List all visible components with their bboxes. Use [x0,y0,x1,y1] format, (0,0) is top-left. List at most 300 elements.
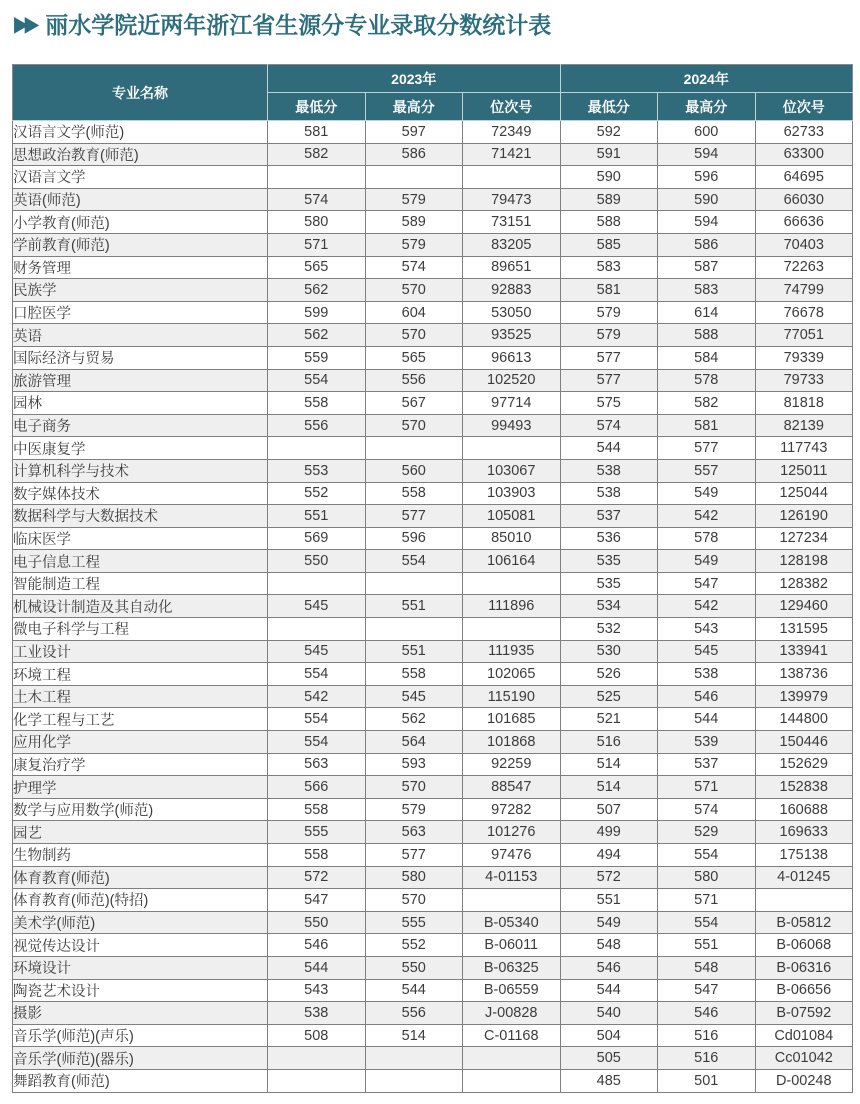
score-cell: 551 [658,934,756,957]
score-cell [268,166,366,189]
score-cell: 571 [268,233,366,256]
score-cell [463,889,561,912]
score-cell: 508 [268,1024,366,1047]
score-cell [365,1069,463,1092]
score-cell [463,437,561,460]
major-name-cell: 口腔医学 [13,301,268,324]
score-cell: 558 [268,844,366,867]
score-cell: 579 [365,188,463,211]
score-cell: 578 [658,527,756,550]
score-cell [463,618,561,641]
table-row [13,572,853,595]
score-cell: 521 [560,708,658,731]
score-cell [268,1047,366,1070]
score-cell: 72263 [755,256,853,279]
major-name-cell: 电子商务 [13,414,268,437]
score-cell: 553 [268,459,366,482]
score-cell: 588 [658,324,756,347]
score-cell: 589 [365,211,463,234]
score-cell: 97282 [463,798,561,821]
score-cell: 571 [658,889,756,912]
score-cell: 516 [658,1047,756,1070]
table-row [13,505,853,528]
score-cell: 485 [560,1069,658,1092]
score-cell: Cc01042 [755,1047,853,1070]
score-cell: 169633 [755,821,853,844]
score-cell: B-07592 [755,1002,853,1025]
table-row [13,685,853,708]
score-cell: 551 [365,640,463,663]
score-cell: 514 [560,776,658,799]
score-cell: 152838 [755,776,853,799]
score-cell: 596 [365,527,463,550]
table-row [13,618,853,641]
score-cell: 81818 [755,392,853,415]
score-cell: 526 [560,663,658,686]
score-cell: 89651 [463,256,561,279]
table-row [13,821,853,844]
score-cell: 525 [560,685,658,708]
score-cell: 160688 [755,798,853,821]
score-cell: 150446 [755,731,853,754]
score-cell: 529 [658,821,756,844]
table-row [13,844,853,867]
score-cell: 549 [658,550,756,573]
score-cell: 534 [560,595,658,618]
score-cell: 579 [560,324,658,347]
score-cell: 558 [365,482,463,505]
major-name-cell: 机械设计制造及其自动化 [13,595,268,618]
score-cell: B-05340 [463,911,561,934]
score-cell: 546 [560,956,658,979]
score-cell: 127234 [755,527,853,550]
score-cell: 133941 [755,640,853,663]
score-cell: 74799 [755,279,853,302]
header-year-2023: 2023年 [268,65,561,93]
score-cell: 575 [560,392,658,415]
score-cell: 600 [658,121,756,144]
score-cell: 592 [560,121,658,144]
score-cell: 554 [365,550,463,573]
score-cell: 560 [365,459,463,482]
header-year-2024: 2024年 [560,65,853,93]
score-cell [365,437,463,460]
score-cell [463,1069,561,1092]
major-name-cell: 体育教育(师范)(特招) [13,889,268,912]
score-cell: 558 [268,392,366,415]
score-cell: 79733 [755,369,853,392]
score-cell: 557 [658,459,756,482]
score-cell: 537 [560,505,658,528]
score-cell: 73151 [463,211,561,234]
table-row [13,301,853,324]
table-body [13,121,853,1093]
score-cell: B-06656 [755,979,853,1002]
score-cell: 551 [560,889,658,912]
subheader-2023-min-score: 最低分 [268,93,366,121]
score-cell: 579 [560,301,658,324]
score-cell: 587 [658,256,756,279]
score-cell: 556 [365,369,463,392]
score-cell: 552 [268,482,366,505]
score-cell: 582 [268,143,366,166]
score-cell: 530 [560,640,658,663]
page-title-text: 丽水学院近两年浙江省生源分专业录取分数统计表 [45,12,552,38]
table-row [13,369,853,392]
major-name-cell: 音乐学(师范)(器乐) [13,1047,268,1070]
score-cell: 4-01153 [463,866,561,889]
score-cell: 546 [268,934,366,957]
table-row [13,550,853,573]
score-cell: 570 [365,324,463,347]
score-cell: 574 [560,414,658,437]
score-cell: 554 [658,844,756,867]
score-cell: 570 [365,279,463,302]
score-cell: 585 [560,233,658,256]
score-cell: 542 [658,595,756,618]
major-name-cell: 小学教育(师范) [13,211,268,234]
score-cell: 504 [560,1024,658,1047]
score-cell: 545 [268,640,366,663]
score-cell: 88547 [463,776,561,799]
score-cell: 548 [658,956,756,979]
score-cell: 563 [365,821,463,844]
score-cell: 126190 [755,505,853,528]
score-cell: 558 [268,798,366,821]
score-cell: 535 [560,550,658,573]
major-name-cell: 环境设计 [13,956,268,979]
subheader-2024-rank: 位次号 [755,93,853,121]
score-cell: 590 [658,188,756,211]
page-title [14,11,860,39]
score-cell: 505 [560,1047,658,1070]
header-major-name: 专业名称 [13,65,268,121]
major-name-cell: 国际经济与贸易 [13,346,268,369]
table-row [13,324,853,347]
table-row [13,1024,853,1047]
score-cell [463,572,561,595]
score-cell: 583 [658,279,756,302]
score-cell: 564 [365,731,463,754]
major-name-cell: 摄影 [13,1002,268,1025]
score-cell: 494 [560,844,658,867]
score-cell: 70403 [755,233,853,256]
score-cell: 547 [658,572,756,595]
score-cell: 102065 [463,663,561,686]
table-row [13,482,853,505]
score-cell [365,166,463,189]
score-cell: 514 [365,1024,463,1047]
score-cell: 538 [268,1002,366,1025]
table-row [13,889,853,912]
major-name-cell: 旅游管理 [13,369,268,392]
major-name-cell: 工业设计 [13,640,268,663]
score-cell: J-00828 [463,1002,561,1025]
score-cell: 577 [560,346,658,369]
score-cell: 555 [268,821,366,844]
score-cell: 76678 [755,301,853,324]
score-cell [268,1069,366,1092]
score-cell: 535 [560,572,658,595]
score-cell: 574 [365,256,463,279]
major-name-cell: 园艺 [13,821,268,844]
major-name-cell: 化学工程与工艺 [13,708,268,731]
score-cell: 537 [658,753,756,776]
score-cell: 584 [658,346,756,369]
score-cell: 544 [560,437,658,460]
table-row [13,166,853,189]
score-cell: 103067 [463,459,561,482]
table-row [13,731,853,754]
table-row [13,956,853,979]
score-cell: 577 [365,505,463,528]
score-cell: 569 [268,527,366,550]
score-cell: 565 [365,346,463,369]
score-cell: 543 [658,618,756,641]
score-cell: 581 [658,414,756,437]
double-arrow-icon: ▶▶ [14,12,36,37]
score-cell: 572 [560,866,658,889]
table-row [13,708,853,731]
score-cell: 566 [268,776,366,799]
score-cell: 542 [658,505,756,528]
table-row [13,459,853,482]
score-cell: 125044 [755,482,853,505]
score-cell: 580 [365,866,463,889]
score-cell: 538 [560,482,658,505]
score-cell: 129460 [755,595,853,618]
score-cell: 549 [658,482,756,505]
score-cell: 579 [365,233,463,256]
major-name-cell: 汉语言文学(师范) [13,121,268,144]
table-row [13,1002,853,1025]
score-cell: 571 [658,776,756,799]
score-cell: 580 [268,211,366,234]
score-cell: 589 [560,188,658,211]
score-cell: 546 [658,685,756,708]
score-cell: 548 [560,934,658,957]
major-name-cell: 美术学(师范) [13,911,268,934]
table-row [13,346,853,369]
major-name-cell: 学前教育(师范) [13,233,268,256]
major-name-cell: 舞蹈教育(师范) [13,1069,268,1092]
score-cell: 594 [658,211,756,234]
score-cell: 62733 [755,121,853,144]
score-cell: 554 [268,663,366,686]
subheader-2023-max-score: 最高分 [365,93,463,121]
score-cell: 101276 [463,821,561,844]
score-cell: 565 [268,256,366,279]
table-row [13,663,853,686]
score-cell: 614 [658,301,756,324]
score-cell: 64695 [755,166,853,189]
score-cell: 570 [365,776,463,799]
major-name-cell: 英语 [13,324,268,347]
major-name-cell: 生物制药 [13,844,268,867]
score-cell: B-06316 [755,956,853,979]
table-row [13,1069,853,1092]
score-cell: 92883 [463,279,561,302]
score-cell: 563 [268,753,366,776]
score-cell: 103903 [463,482,561,505]
score-cell: 131595 [755,618,853,641]
score-cell: 562 [365,708,463,731]
score-cell: C-01168 [463,1024,561,1047]
score-cell: 79339 [755,346,853,369]
score-cell: 590 [560,166,658,189]
score-cell: 544 [560,979,658,1002]
score-cell: 499 [560,821,658,844]
score-cell: 540 [560,1002,658,1025]
score-cell: 543 [268,979,366,1002]
table-row [13,392,853,415]
score-cell: 580 [658,866,756,889]
major-name-cell: 康复治疗学 [13,753,268,776]
score-cell [268,618,366,641]
score-cell: 547 [268,889,366,912]
score-cell: 144800 [755,708,853,731]
score-cell: 111935 [463,640,561,663]
score-cell: 516 [658,1024,756,1047]
table-row [13,279,853,302]
score-cell: 581 [268,121,366,144]
major-name-cell: 护理学 [13,776,268,799]
score-cell: 554 [658,911,756,934]
score-cell: 128382 [755,572,853,595]
table-row [13,121,853,144]
score-cell: 586 [365,143,463,166]
score-cell: Cd01084 [755,1024,853,1047]
score-cell: B-06011 [463,934,561,957]
score-cell: 501 [658,1069,756,1092]
major-name-cell: 中医康复学 [13,437,268,460]
score-cell: 552 [365,934,463,957]
score-cell: 567 [365,392,463,415]
major-name-cell: 民族学 [13,279,268,302]
score-cell: 139979 [755,685,853,708]
subheader-2024-max-score: 最高分 [658,93,756,121]
score-cell: 555 [365,911,463,934]
score-cell: 574 [268,188,366,211]
score-cell: 538 [658,663,756,686]
major-name-cell: 数据科学与大数据技术 [13,505,268,528]
score-cell: 559 [268,346,366,369]
table-row [13,866,853,889]
score-cell: 588 [560,211,658,234]
score-cell: 581 [560,279,658,302]
score-cell: 545 [268,595,366,618]
score-cell: 97714 [463,392,561,415]
score-cell [365,572,463,595]
score-cell: 63300 [755,143,853,166]
score-cell: B-06068 [755,934,853,957]
score-cell: 544 [268,956,366,979]
score-cell: 507 [560,798,658,821]
score-cell [463,1047,561,1070]
score-cell: 66030 [755,188,853,211]
table-row [13,211,853,234]
score-cell: 115190 [463,685,561,708]
score-cell: 72349 [463,121,561,144]
score-cell: 536 [560,527,658,550]
score-cell: 532 [560,618,658,641]
score-cell: 128198 [755,550,853,573]
score-cell: 544 [658,708,756,731]
major-name-cell: 视觉传达设计 [13,934,268,957]
score-cell: 93525 [463,324,561,347]
table-row [13,979,853,1002]
table-row [13,437,853,460]
score-cell: 102520 [463,369,561,392]
score-cell: 97476 [463,844,561,867]
score-cell: 79473 [463,188,561,211]
major-name-cell: 计算机科学与技术 [13,459,268,482]
score-cell: 546 [658,1002,756,1025]
table-header [13,65,853,121]
table-row [13,753,853,776]
table-row [13,934,853,957]
major-name-cell: 应用化学 [13,731,268,754]
score-cell: 516 [560,731,658,754]
score-cell: 570 [365,889,463,912]
major-name-cell: 园林 [13,392,268,415]
score-cell: 604 [365,301,463,324]
score-cell [365,618,463,641]
major-name-cell: 微电子科学与工程 [13,618,268,641]
score-cell [755,889,853,912]
major-name-cell: 思想政治教育(师范) [13,143,268,166]
score-cell: 586 [658,233,756,256]
major-name-cell: 电子信息工程 [13,550,268,573]
score-cell: 562 [268,279,366,302]
score-cell: 99493 [463,414,561,437]
score-cell: 577 [560,369,658,392]
score-cell: 577 [658,437,756,460]
score-cell: 545 [658,640,756,663]
score-cell: 106164 [463,550,561,573]
score-cell: 582 [658,392,756,415]
score-cell [268,572,366,595]
table-row [13,527,853,550]
score-cell: B-06325 [463,956,561,979]
score-cell: 583 [560,256,658,279]
score-cell: 554 [268,369,366,392]
major-name-cell: 环境工程 [13,663,268,686]
score-cell: 111896 [463,595,561,618]
score-cell: 550 [365,956,463,979]
score-cell: 596 [658,166,756,189]
major-name-cell: 智能制造工程 [13,572,268,595]
major-name-cell: 财务管理 [13,256,268,279]
major-name-cell: 汉语言文学 [13,166,268,189]
major-name-cell: 体育教育(师范) [13,866,268,889]
score-cell: 599 [268,301,366,324]
score-cell: 562 [268,324,366,347]
score-cell: 66636 [755,211,853,234]
score-cell: 138736 [755,663,853,686]
major-name-cell: 数字媒体技术 [13,482,268,505]
score-cell: B-06559 [463,979,561,1002]
score-cell: 593 [365,753,463,776]
table-row [13,233,853,256]
table-row [13,256,853,279]
score-cell: 572 [268,866,366,889]
score-cell: 125011 [755,459,853,482]
score-cell: 53050 [463,301,561,324]
score-cell: B-05812 [755,911,853,934]
score-cell: 542 [268,685,366,708]
score-cell: 152629 [755,753,853,776]
